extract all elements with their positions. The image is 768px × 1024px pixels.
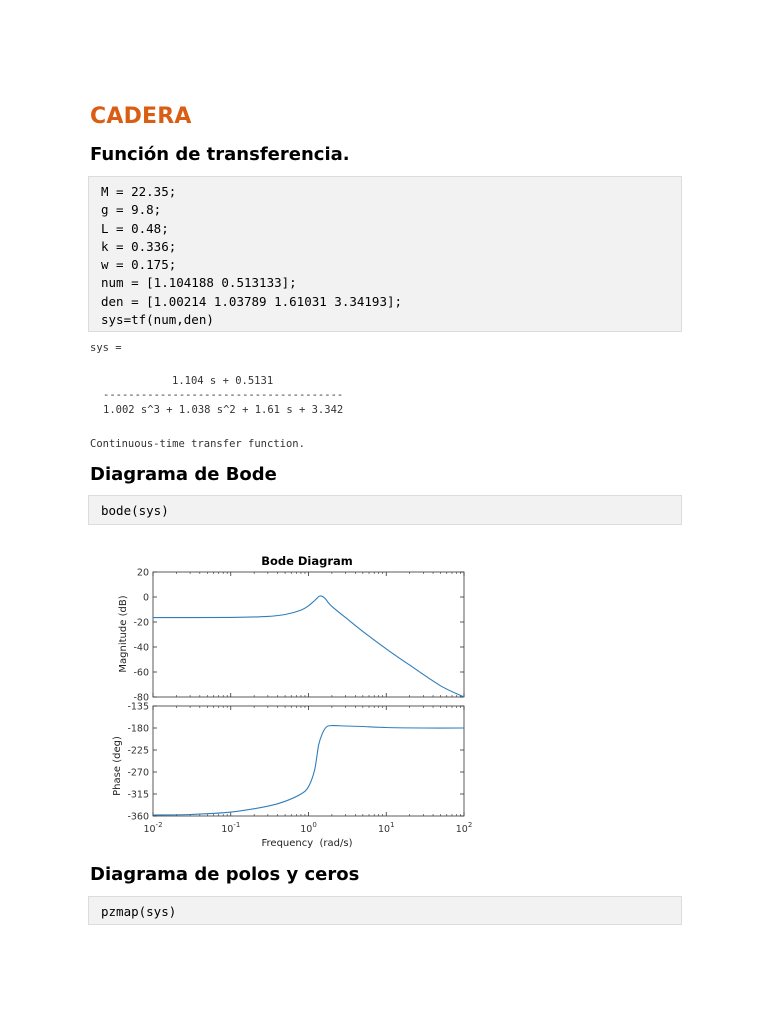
magnitude-y-tick-label: -20 <box>133 617 149 629</box>
phase-y-tick-label: -270 <box>127 767 149 779</box>
phase-axis-label: Phase (deg) <box>112 736 123 796</box>
phase-y-tick-label: -225 <box>127 745 149 757</box>
magnitude-y-tick-label: 0 <box>142 592 149 604</box>
magnitude-y-tick-label: -40 <box>133 642 149 654</box>
magnitude-axis-label: Magnitude (dB) <box>118 595 129 673</box>
code-line: num = [1.104188 0.513133]; <box>101 275 297 291</box>
x-tick-label: $10^{-2}$ <box>143 821 163 835</box>
code-line: pzmap(sys) <box>101 904 177 919</box>
phase-y-tick-label: -360 <box>127 811 149 823</box>
magnitude-y-tick-label: -60 <box>133 667 149 679</box>
magnitude-y-tick-label: -80 <box>133 692 149 704</box>
code-block-pzmap[interactable] <box>88 896 682 925</box>
output-divider: -------------------------------------- <box>103 389 344 401</box>
x-tick-label: $10^2$ <box>455 821 473 835</box>
phase-axes-box <box>153 706 464 816</box>
code-line: sys=tf(num,den) <box>101 312 214 328</box>
page-title: CADERA <box>90 104 192 129</box>
magnitude-y-tick-label: 20 <box>136 567 149 579</box>
output-note: Continuous-time transfer function. <box>90 438 305 450</box>
chart-title: Bode Diagram <box>261 554 353 568</box>
output-sys-label: sys = <box>90 342 122 354</box>
code-line: bode(sys) <box>101 503 169 518</box>
x-tick-label: $10^{-1}$ <box>221 821 241 835</box>
frequency-axis-label: Frequency (rad/s) <box>261 838 353 849</box>
magnitude-axes-box <box>153 572 464 697</box>
code-line: k = 0.336; <box>101 238 177 254</box>
phase-y-tick-label: -315 <box>127 789 149 801</box>
x-tick-label: $10^0$ <box>300 821 317 835</box>
code-line: den = [1.00214 1.03789 1.61031 3.34193]; <box>101 293 403 309</box>
code-line: w = 0.175; <box>101 257 177 273</box>
section-heading-transfer-function: Función de transferencia. <box>90 144 350 165</box>
code-line: g = 9.8; <box>101 202 162 218</box>
code-line: L = 0.48; <box>101 220 169 236</box>
output-numerator: 1.104 s + 0.5131 <box>172 375 274 387</box>
x-tick-label: $10^1$ <box>377 821 395 835</box>
output-denominator: 1.002 s^3 + 1.038 s^2 + 1.61 s + 3.342 <box>103 404 344 416</box>
code-line: M = 22.35; <box>101 184 177 199</box>
phase-y-tick-label: -135 <box>127 701 149 713</box>
phase-y-tick-label: -180 <box>127 723 149 735</box>
section-heading-pzmap: Diagrama de polos y ceros <box>90 864 360 885</box>
section-heading-bode: Diagrama de Bode <box>90 464 277 485</box>
